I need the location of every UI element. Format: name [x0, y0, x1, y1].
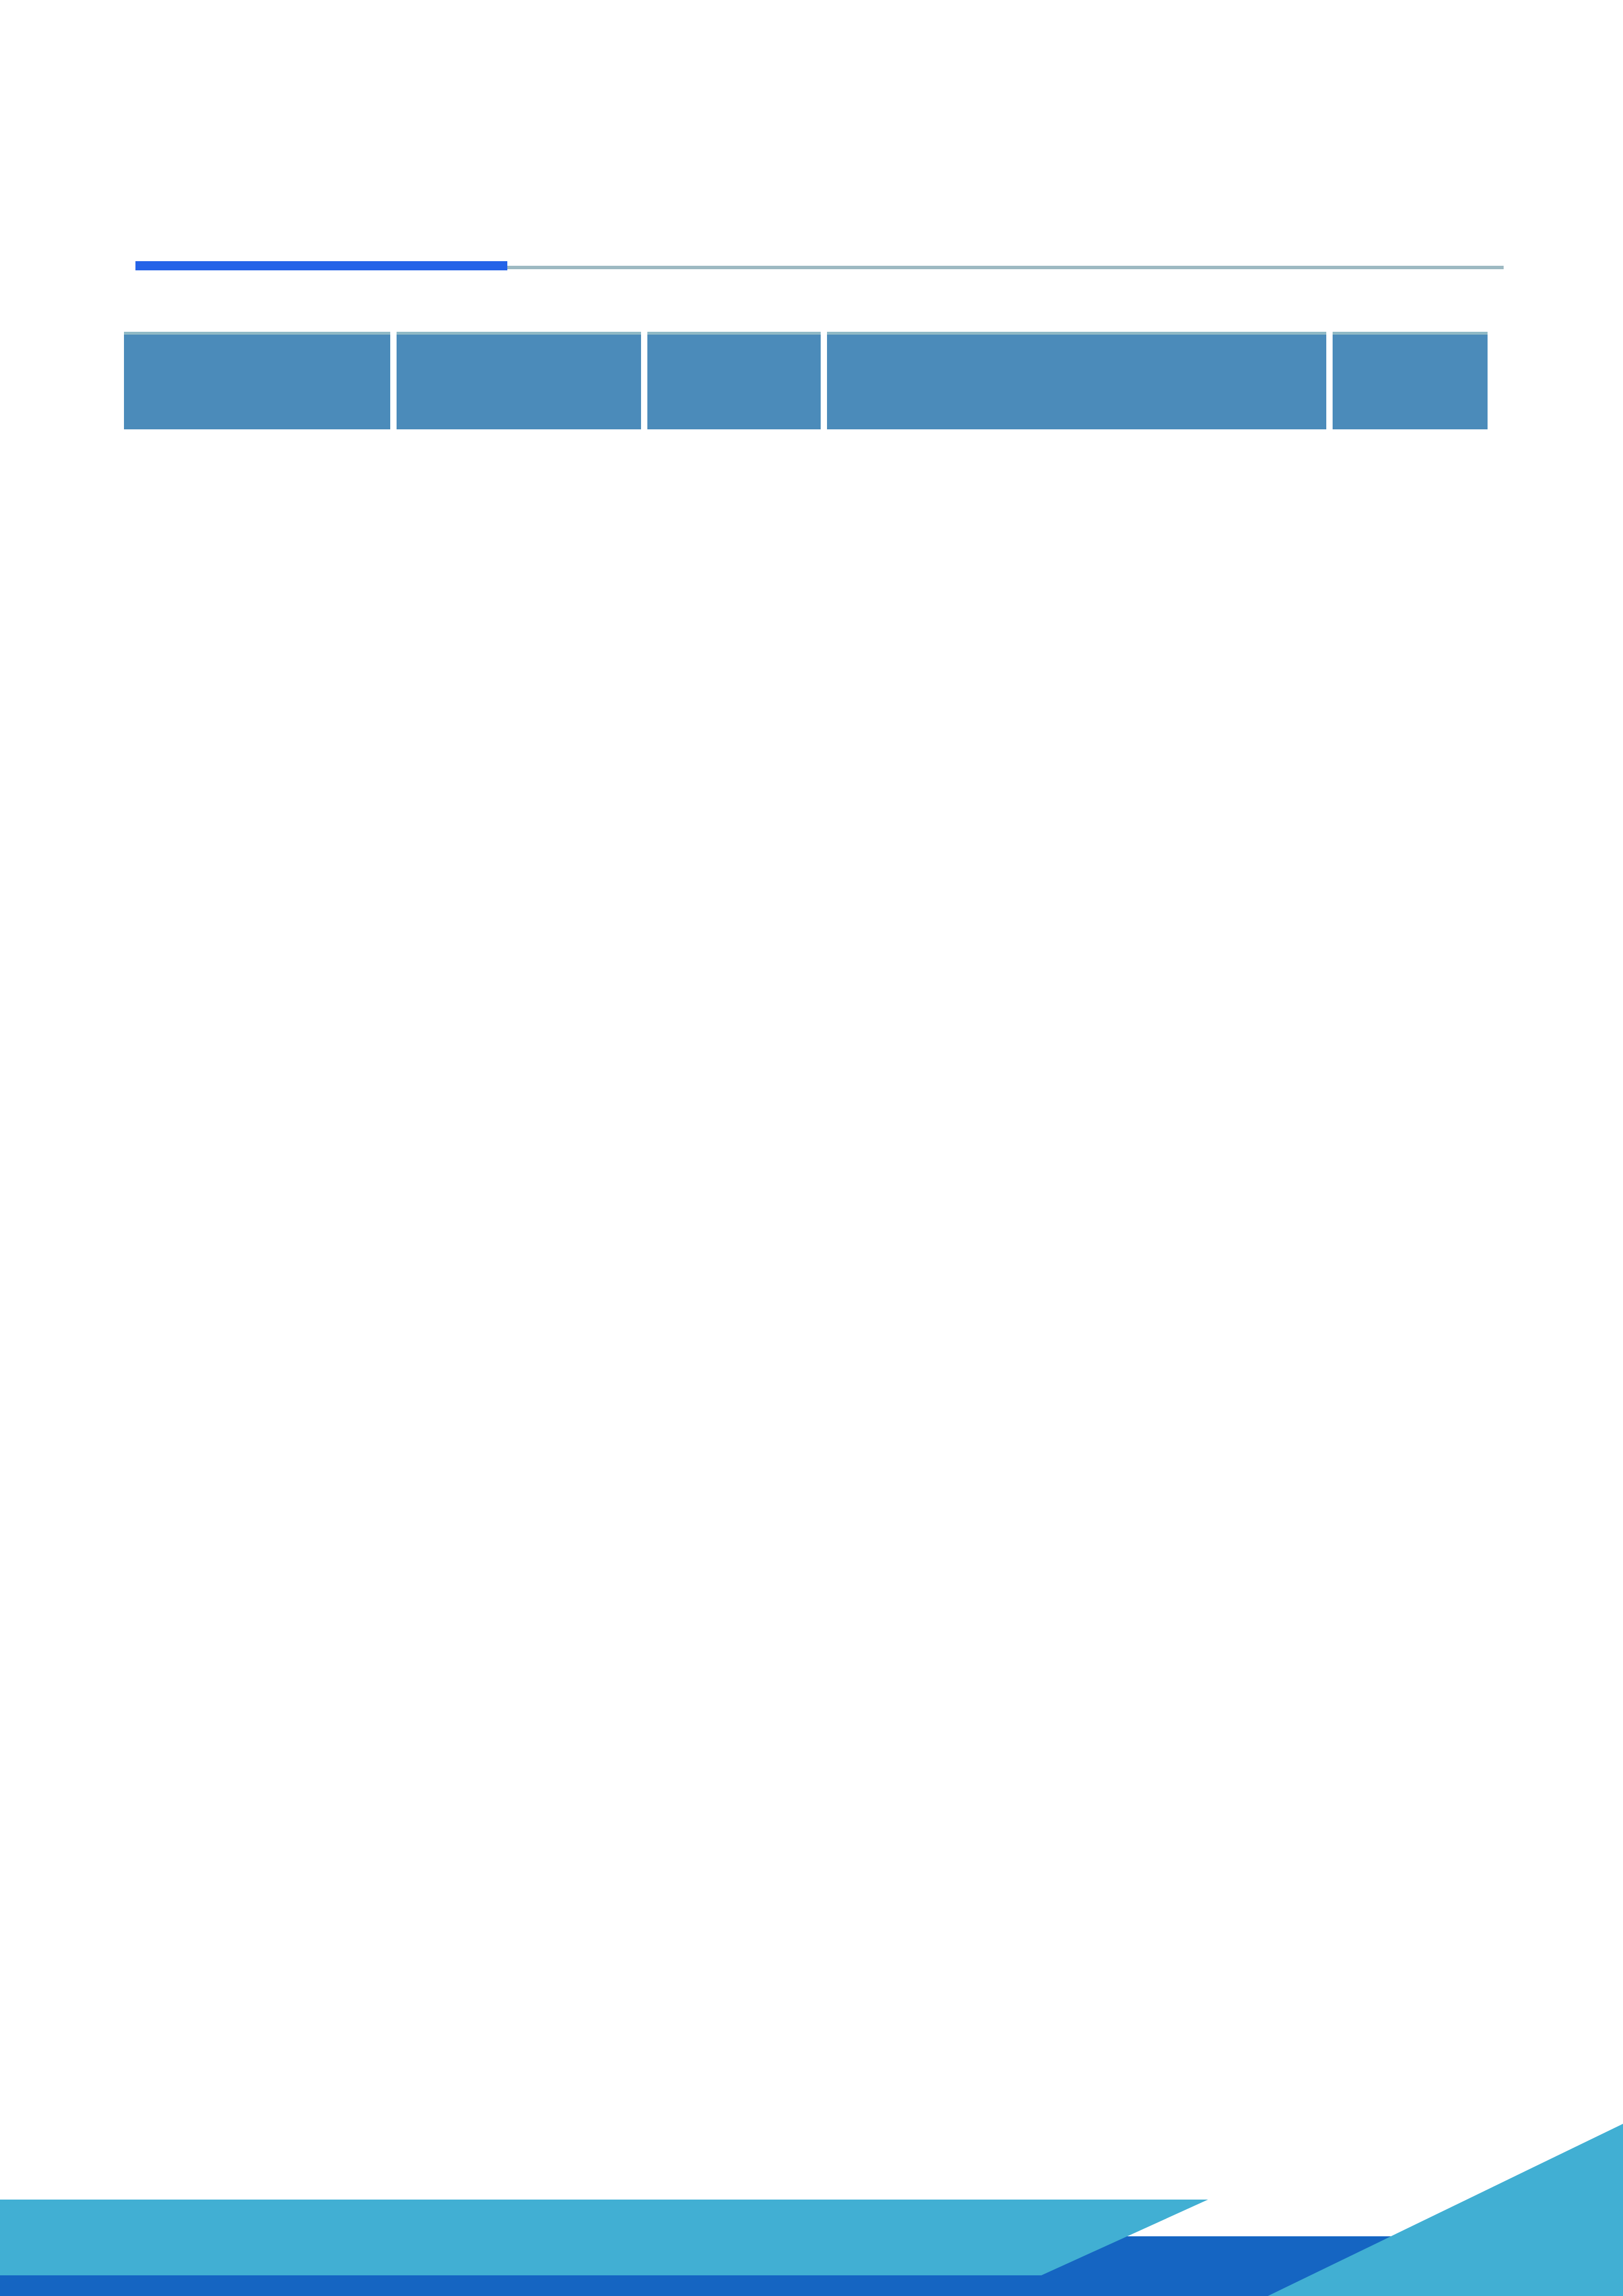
- footer-light-band: [0, 2200, 1208, 2275]
- corner-dots-upper-right: [1578, 264, 1623, 339]
- title-underline-gray: [402, 266, 1504, 269]
- table-header-row: [124, 332, 1488, 429]
- dots-grid-left: [0, 1176, 60, 1279]
- header-max-load: [1333, 332, 1488, 429]
- header-legend: [124, 332, 390, 429]
- header-describe: [827, 332, 1326, 429]
- product-table: [124, 332, 1488, 429]
- top-dots-pattern: [0, 0, 1623, 149]
- header-material: [647, 332, 821, 429]
- title-underline-blue: [135, 261, 507, 270]
- dots-grid-right: [1527, 1161, 1623, 1241]
- header-name: [397, 332, 641, 429]
